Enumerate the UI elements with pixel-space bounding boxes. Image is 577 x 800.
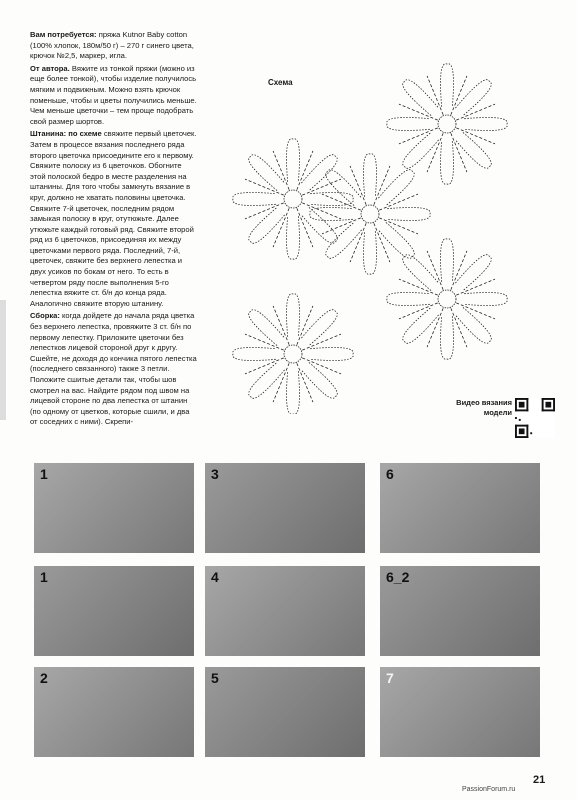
chart-flower (387, 64, 508, 185)
watermark: PassionForum.ru (462, 786, 516, 793)
step-photo (380, 463, 540, 553)
step-photo (34, 667, 194, 757)
step-photo (34, 566, 194, 656)
video-label: Видео вязания модели (456, 398, 512, 417)
step-photo (380, 566, 540, 656)
step-number: 6_2 (386, 569, 410, 585)
step-photo (205, 667, 365, 757)
step-number: 2 (40, 670, 48, 686)
step-photo (380, 667, 540, 757)
leg-paragraph: Штанина: по схеме свяжите первый цветочек. Затем в процессе вязания последнего ряда второго цветочка присоедините его к первому. Свяжите полоску из 6 цветочков. Обогните этой полоской бедро в месте разделения на штанины. Для того чтобы замкнуть вязание в круг, должно не хватать половины цветочка. Свяжите 7-й цветочек, последним рядом замыкая полоску в круг, отутюжьте. Далее утюжьте каждый готовый ряд. Свяжите второй ряд из 6 цветочков, присоединяя их между цветочками первого ряда. Последний, 7-й, цветочек, свяжите без верхнего лепестка и двух усиков по бокам от него. То есть в четвертом ряду после выполнения 5-го лепестка вяжите ст. б/н до конца ряда. Аналогично свяжите вторую штанину. (30, 129, 197, 308)
step-photo (205, 566, 365, 656)
instructions-column (30, 30, 198, 430)
step-photo (34, 463, 194, 553)
assembly-paragraph: Сборка: когда дойдете до начала ряда цветка без верхнего лепестка, провяжите 3 ст. б/н по первому лепестку. Приложите цветочки без лепестков лицевой стороной друг к другу. Сшейте, не доходя до кончика пятого лепестка (последнего связанного) также 3 петли. Положите сшитые детали так, чтобы шов смотрел на вас. Найдите рядом под швом на лицевой стороне по два лепестка от штанин (по одному от цветков, которые сшили, и два от соседних с ними). Скрепи- (30, 311, 197, 427)
step-number: 1 (40, 466, 48, 482)
qr-code-icon[interactable] (515, 398, 555, 438)
step-number: 3 (211, 466, 219, 482)
step-number: 7 (386, 670, 394, 686)
step-number: 6 (386, 466, 394, 482)
page-number: 21 (533, 774, 546, 786)
chart-flower (233, 139, 354, 260)
step-photo (205, 463, 365, 553)
schema-title: Схема (268, 78, 293, 87)
crochet-chart (215, 14, 560, 414)
chart-flower (310, 154, 431, 275)
step-number: 1 (40, 569, 48, 585)
step-number: 4 (211, 569, 219, 585)
author-note-paragraph: От автора. Вяжите из тонкой пряжи (можно из еще более тонкой), чтобы изделие получилось мягким и подвижным. Можно взять крючок поменьше, чтобы и цветы получились меньше. Чем меньше цветочки – тем проще подобрать свой размер шортов. (30, 63, 197, 126)
step-number: 5 (211, 670, 219, 686)
materials-paragraph: Вам потребуется: пряжа Kutnor Baby cotton (100% хлопок, 180м/50 г) – 270 г синего цвета, крючок №2,5, маркер, игла. (30, 30, 194, 61)
page-edge-tab (0, 300, 6, 420)
chart-flower (233, 294, 354, 414)
